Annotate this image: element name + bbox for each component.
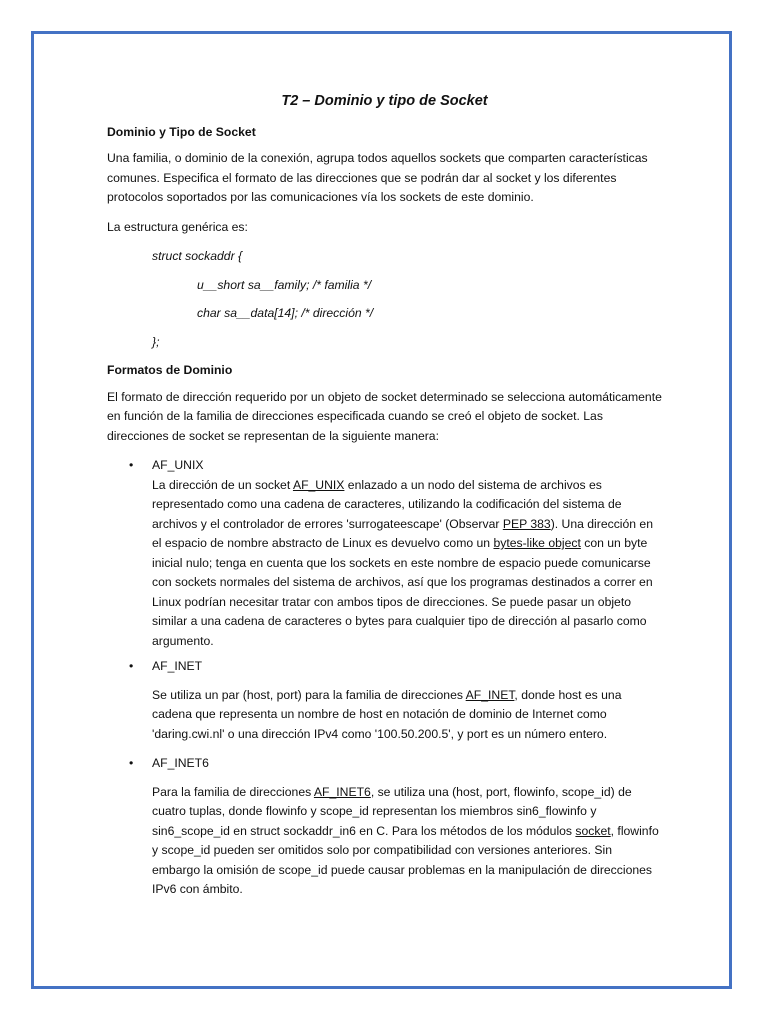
document-title: T2 – Dominio y tipo de Socket xyxy=(281,93,488,109)
paragraph-familia: Una familia, o dominio de la conexión, agrupa todos aquellos sockets que comparten características comunes. Especifica el formato de las direcciones que se podrán dar al socket y los diferentes protocolos soportados por las comunicaciones vía los sockets de este dominio. xyxy=(107,151,648,204)
text-run: , donde host es una cadena que representa un nombre de host en notación de dominio de Internet como 'daring.cwi.nl' o una dirección IPv4 como '100.50.200.5', y port es un número entero. xyxy=(152,687,622,741)
text-run: , flowinfo y scope_id pueden ser omitidos solo por compatibilidad con versiones anteriores. Sin embargo la omisión de scope_id puede causar problemas en la manipulación de direcciones IPv6 con ámbito. xyxy=(152,823,659,896)
text-run: , se utiliza una (host, port, flowinfo, scope_id) de cuatro tuplas, donde flowinfo y scope_id representan los miembros sin6_flowinfo y sin6_scope_id en struct sockaddr_in6 en C. Para los métodos de los módulos xyxy=(152,784,632,838)
text-run: enlazado a un nodo del sistema de archivos es representado como una cadena de caracteres, utilizando la codificación del sistema de archivos y el controlador de errores 'surrogateescape' (Observar xyxy=(152,477,622,531)
section-heading-formatos: Formatos de Dominio xyxy=(107,363,233,377)
list-item-af-inet xyxy=(107,657,662,744)
link-af-inet6[interactable]: AF_INET6 xyxy=(313,784,371,799)
code-line-struct: struct sockaddr { xyxy=(152,249,243,263)
structure-intro: La estructura genérica es: xyxy=(107,219,248,234)
bullet-icon: • xyxy=(129,756,134,770)
code-line-data: char sa__data[14]; /* dirección */ xyxy=(197,306,374,320)
item-title: AF_UNIX xyxy=(152,458,204,472)
item-body xyxy=(152,686,662,745)
item-title: AF_INET xyxy=(152,659,203,673)
text-run: Se utiliza un par (host, port) para la familia de direcciones xyxy=(152,687,466,702)
text-run: ). Una dirección en el espacio de nombre abstracto de Linux es devuelvo como un xyxy=(152,516,653,550)
bullet-icon: • xyxy=(129,458,134,472)
text-run: Para la familia de direcciones xyxy=(152,784,314,799)
document-body xyxy=(107,92,662,910)
list-item-af-inet6 xyxy=(107,754,662,900)
list-item-af-unix xyxy=(107,456,662,651)
code-line-family: u__short sa__family; /* familia */ xyxy=(197,277,372,292)
link-af-inet[interactable]: AF_INET xyxy=(465,687,515,702)
paragraph-formato: El formato de dirección requerido por un objeto de socket determinado se selecciona automáticamente en función de la familia de direcciones especificada cuando se creó el objeto de socket. Las direcciones de socket se representan de la siguiente manera: xyxy=(107,389,662,443)
bullet-icon: • xyxy=(129,659,134,673)
link-pep-383[interactable]: PEP 383 xyxy=(502,516,551,531)
item-body xyxy=(152,783,662,900)
link-bytes-like-object[interactable]: bytes-like object xyxy=(493,536,581,550)
item-body xyxy=(152,476,662,652)
link-af-unix[interactable]: AF_UNIX xyxy=(292,477,345,492)
text-run: con un byte inicial nulo; tenga en cuenta que los sockets en este nombre de espacio puede comunicarse con sockets normales del sistema de archivos, así que los programas destinados a correr en Linux podrían necesitar tratar con ambos tipos de direcciones. Se puede pasar un objeto similar a una cadena de caracteres o bytes para cualquier tipo de dirección al pasarlo como argumento. xyxy=(152,536,653,648)
section-heading-dominio: Dominio y Tipo de Socket xyxy=(107,124,256,139)
code-line-close: }; xyxy=(152,334,160,349)
item-title: AF_INET6 xyxy=(152,756,209,770)
address-family-list xyxy=(107,456,662,900)
text-run: La dirección de un socket xyxy=(152,477,293,492)
link-socket[interactable]: socket xyxy=(575,823,611,838)
